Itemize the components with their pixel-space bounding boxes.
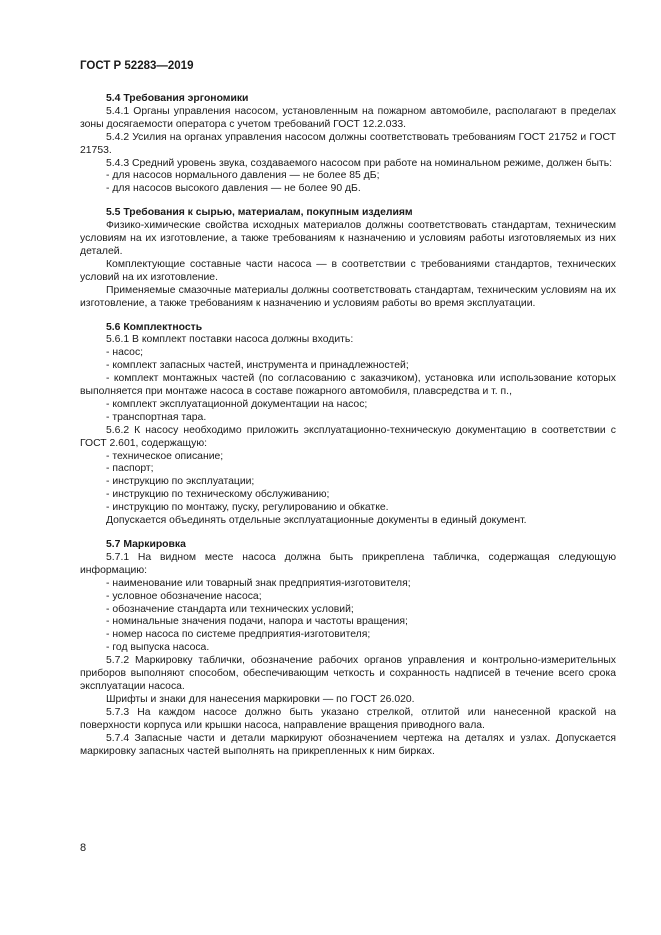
paragraph: Комплектующие составные части насоса — в соответствии с требованиями стандартов, технических условий на их изготовление.	[80, 258, 616, 283]
list-item: - комплект монтажных частей (по согласованию с заказчиком), установка или использование которых выполняется при монтаже насоса в составе пожарного автомобиля, плавсредства и т. п.,	[80, 373, 616, 398]
list-item: - паспорт;	[106, 463, 154, 475]
paragraph: 5.7.1 На видном месте насоса должна быть прикреплена табличка, содержащая следующую информацию:	[80, 551, 616, 576]
section-5-7	[80, 539, 616, 758]
list-item: - для насосов высокого давления — не более 90 дБ.	[106, 183, 361, 195]
list-item: - для насосов нормального давления — не более 85 дБ;	[106, 170, 380, 182]
section-title: 5.5 Требования к сырью, материалам, покупным изделиям	[106, 207, 413, 219]
paragraph: Допускается объединять отдельные эксплуатационные документы в единый документ.	[106, 515, 527, 527]
list-item: - инструкцию по монтажу, пуску, регулированию и обкатке.	[106, 502, 389, 514]
document-body	[80, 93, 616, 758]
paragraph: 5.6.2 К насосу необходимо приложить эксплуатационно-техническую документацию в соответствии с ГОСТ 2.601, содержащую:	[80, 424, 616, 449]
paragraph: Шрифты и знаки для нанесения маркировки — по ГОСТ 26.020.	[106, 693, 415, 705]
section-5-6	[80, 322, 616, 529]
document-id: ГОСТ Р 52283—2019	[80, 60, 194, 72]
section-title: 5.7 Маркировка	[106, 539, 186, 550]
section-5-4	[80, 93, 616, 196]
paragraph: 5.7.2 Маркировку таблички, обозначение рабочих органов управления и контрольно-измерительных приборов выполняют способом, обеспечивающим четкость и сохранность надписей в течение всего срока эксплуатации насоса.	[80, 655, 616, 692]
list-item: - обозначение стандарта или технических условий;	[106, 603, 354, 615]
paragraph: 5.4.2 Усилия на органах управления насосом должны соответствовать требованиям ГОСТ 21752 и ГОСТ 21753.	[80, 131, 616, 156]
section-5-5	[80, 207, 616, 310]
list-item: - техническое описание;	[106, 450, 224, 462]
page-number: 8	[80, 842, 87, 854]
list-item: - насос;	[106, 347, 144, 359]
paragraph: 5.7.3 На каждом насосе должно быть указано стрелкой, отлитой или нанесенной краской на поверхности корпуса или крышки насоса, направление вращения приводного вала.	[80, 706, 616, 731]
list-item: - условное обозначение насоса;	[106, 590, 262, 602]
paragraph: 5.4.3 Средний уровень звука, создаваемого насосом при работе на номинальном режиме, должен быть:	[106, 157, 613, 169]
section-title: 5.4 Требования эргономики	[106, 93, 249, 104]
paragraph: Применяемые смазочные материалы должны соответствовать стандартам, техническим условиям на их изготовление, а также требованиям к назначению и условиям работы во время эксплуатации.	[80, 284, 616, 309]
list-item: - наименование или товарный знак предприятия-изготовителя;	[106, 577, 411, 589]
list-item: - год выпуска насоса.	[106, 642, 210, 654]
list-item: - комплект эксплуатационной документации на насос;	[106, 398, 368, 410]
list-item: - комплект запасных частей, инструмента и принадлежностей;	[106, 360, 409, 372]
paragraph: 5.7.4 Запасные части и детали маркируют обозначением чертежа на деталях и узлах. Допускается маркировку запасных частей выполнять на прикрепленных к ним бирках.	[80, 732, 616, 757]
list-item: - транспортная тара.	[106, 411, 207, 423]
list-item: - инструкцию по эксплуатации;	[106, 476, 255, 488]
paragraph: 5.6.1 В комплект поставки насоса должны входить:	[106, 334, 354, 346]
list-item: - номер насоса по системе предприятия-изготовителя;	[106, 629, 371, 641]
paragraph: Физико-химические свойства исходных материалов должны соответствовать стандартам, техническим условиям на их изготовление, а также требованиям к назначению и условиям работы изготовляемых из них деталей.	[80, 220, 616, 257]
list-item: - инструкцию по техническому обслуживанию;	[106, 489, 330, 501]
section-title: 5.6 Комплектность	[106, 321, 203, 333]
list-item: - номинальные значения подачи, напора и частоты вращения;	[106, 616, 408, 628]
paragraph: 5.4.1 Органы управления насосом, установленным на пожарном автомобиле, располагают в пределах зоны досягаемости оператора с учетом требований ГОСТ 12.2.033.	[80, 105, 616, 130]
